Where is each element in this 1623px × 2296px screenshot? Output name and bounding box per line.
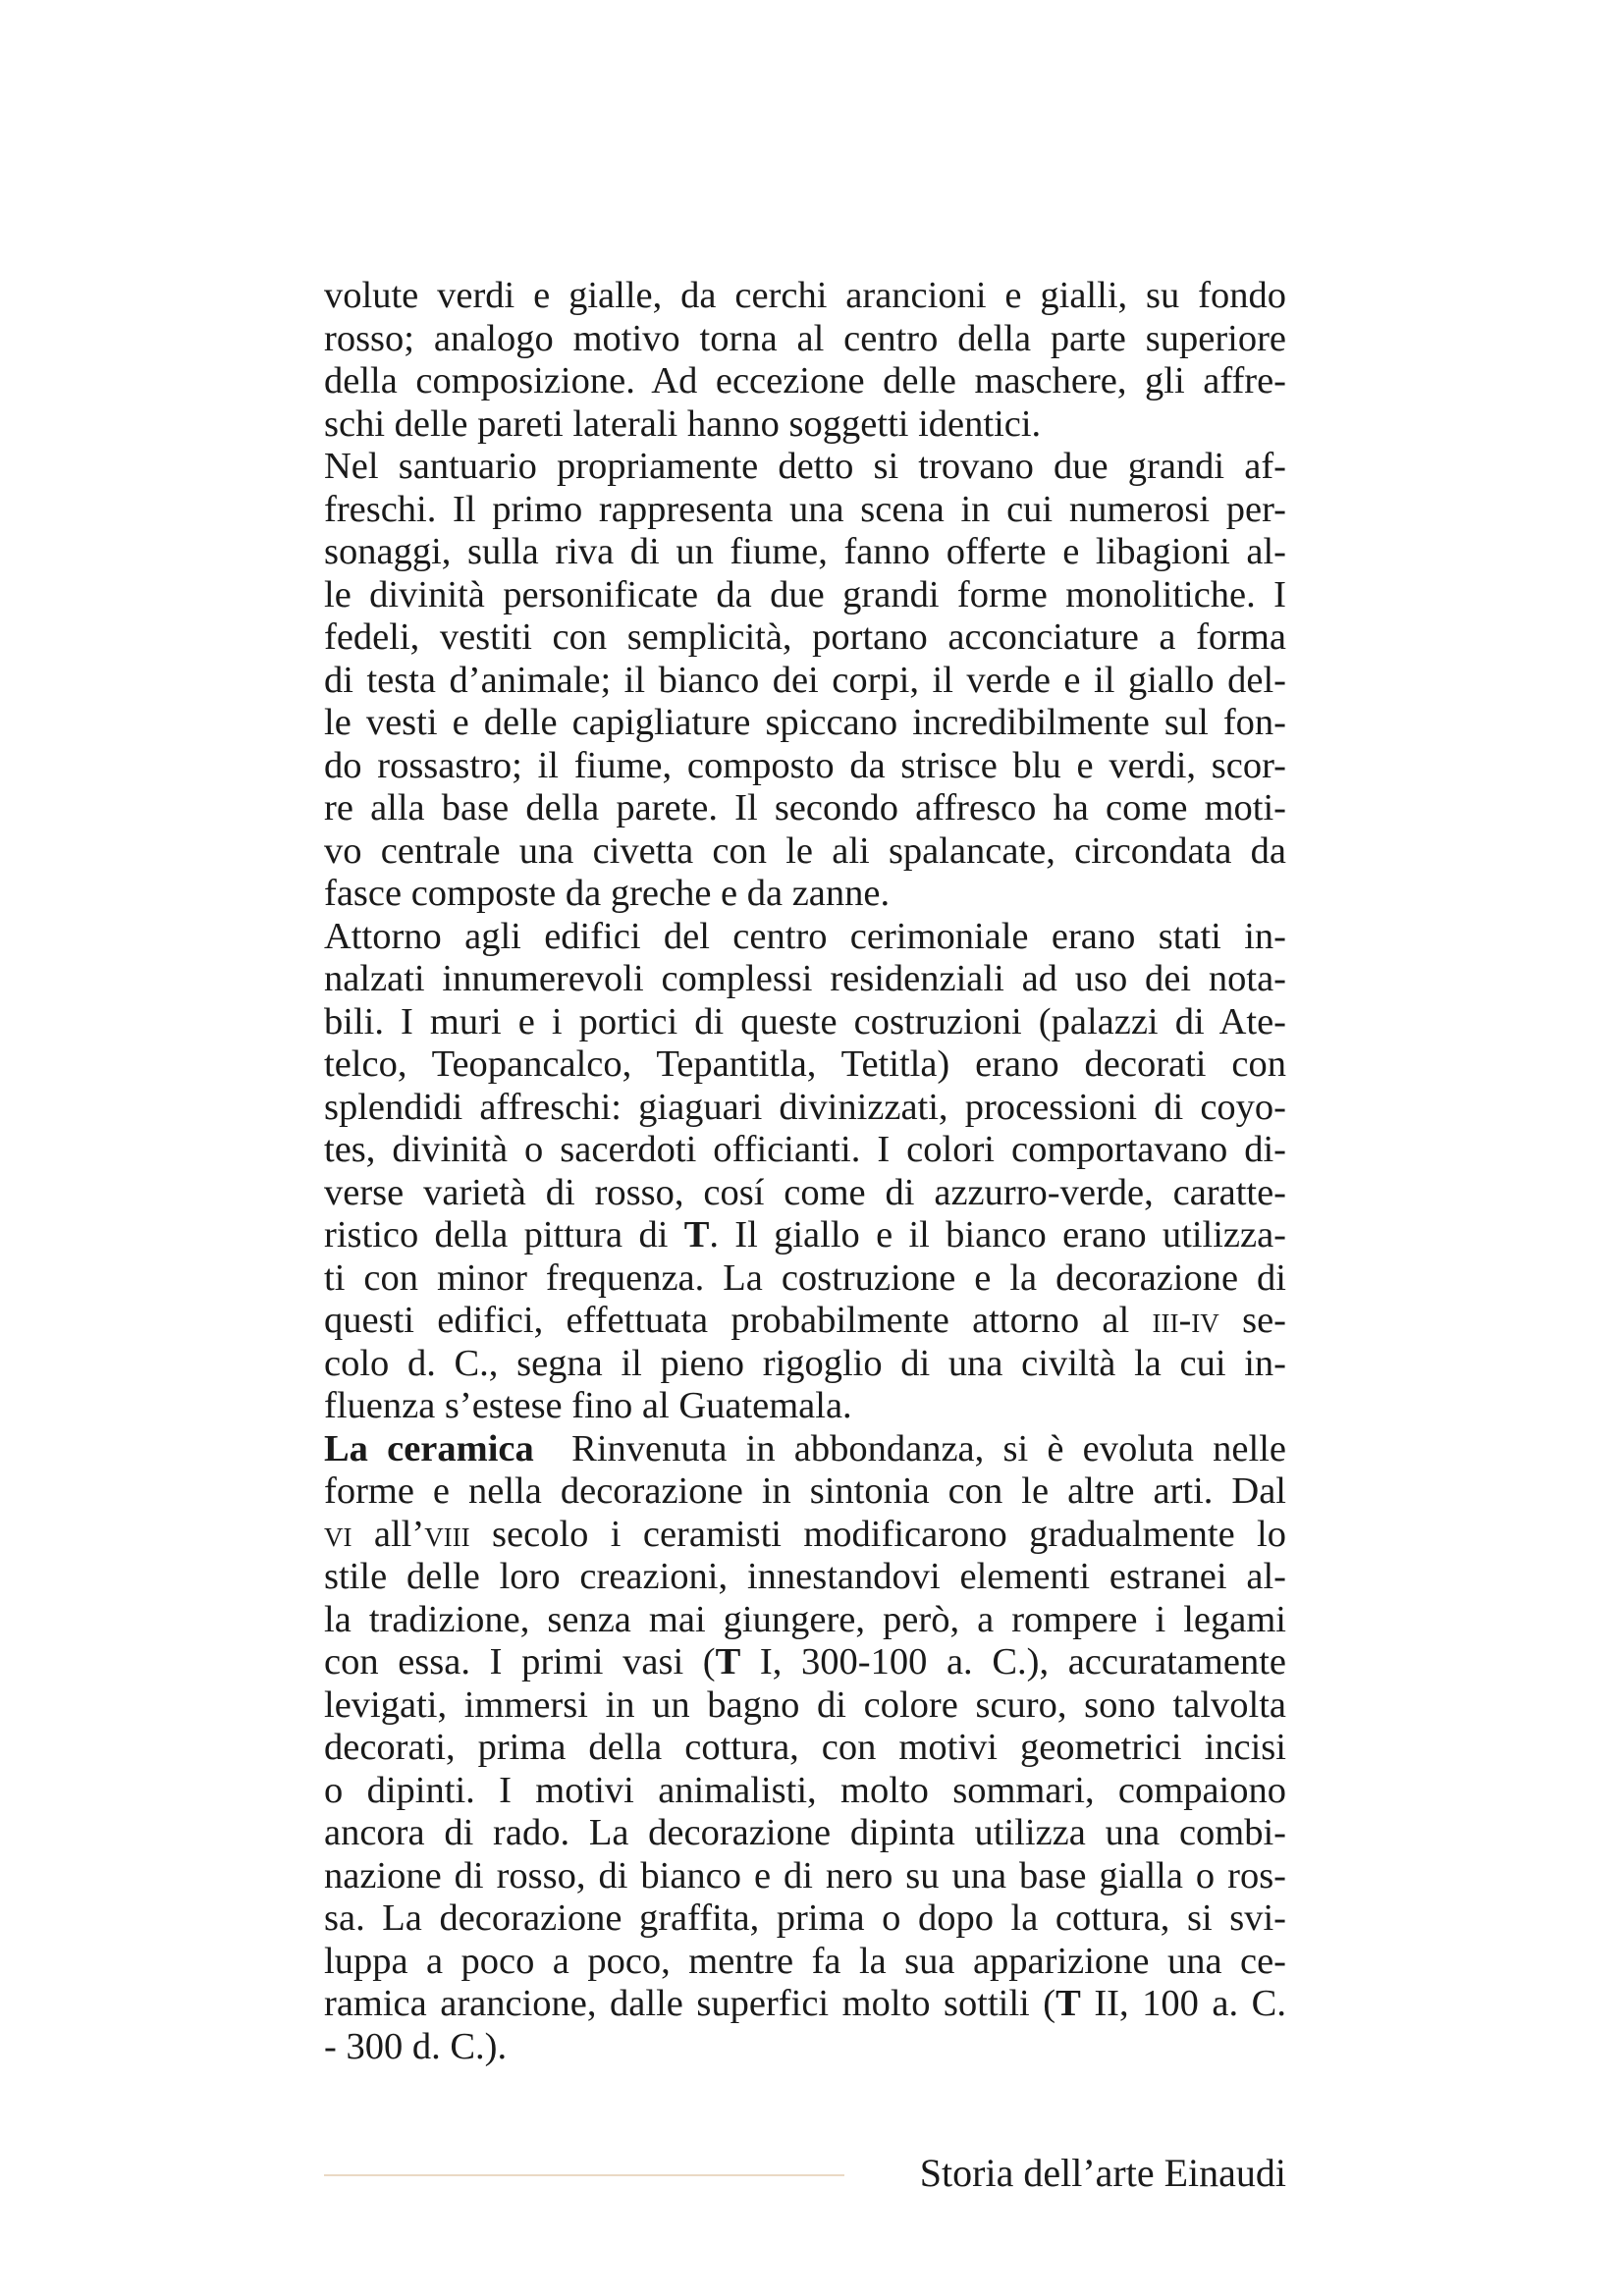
text-line: decorati, prima della cottura, con motivi geometrici incisi [324, 1727, 1286, 1768]
text-line: nalzati innumerevoli complessi residenziali ad uso dei nota- [324, 958, 1286, 999]
text-run: secolo i ceramisti modificarono gradualmente lo [469, 1513, 1286, 1555]
text-line: nazione di rosso, di bianco e di nero su una base gialla o ros- [324, 1854, 1286, 1896]
text-line: bili. I muri e i portici di queste costruzioni (palazzi di Ate- [324, 1000, 1286, 1042]
text-line: ti con minor frequenza. La costruzione e la decorazione di [324, 1256, 1286, 1299]
text-run: ramica arancione, dalle superfici molto sottili ( [324, 1983, 1056, 2024]
text-line: colo d. C., segna il pieno rigoglio di una civiltà la cui in- [324, 1342, 1286, 1384]
text-line: le divinità personificate da due grandi forme monolitiche. I [324, 573, 1286, 615]
bold-abbrev: T [683, 1214, 710, 1255]
text-run: I, 300-100 a. C.), accuratamente [740, 1641, 1286, 1682]
text-line [324, 1641, 1286, 1684]
text-line [324, 1300, 1286, 1343]
text-line: fluenza s’estese fino al Guatemala. [324, 1385, 852, 1426]
footer-title: Storia dell’arte Einaudi [919, 2151, 1286, 2195]
text-line: schi delle pareti laterali hanno soggetti identici. [324, 402, 1042, 445]
text-run: Rinvenuta in abbondanza, si è evoluta nelle [533, 1427, 1286, 1469]
text-line: do rossastro; il fiume, composto da strisce blu e verdi, scor- [324, 744, 1286, 786]
footer-rule [324, 2174, 844, 2176]
bold-abbrev: T [1055, 1983, 1081, 2024]
bold-abbrev: T [715, 1641, 741, 1682]
text-line: stile delle loro creazioni, innestandovi elementi estranei al- [324, 1556, 1286, 1597]
text-line: le vesti e delle capigliature spiccano incredibilmente sul fon- [324, 702, 1286, 743]
text-line: della composizione. Ad eccezione delle maschere, gli affre- [324, 360, 1286, 401]
text-line: re alla base della parete. Il secondo affresco ha come moti- [324, 787, 1286, 828]
text-line [324, 1514, 1286, 1557]
text-line: sonaggi, sulla riva di un fiume, fanno offerte e libagioni al- [324, 531, 1286, 572]
text-line [324, 1214, 1286, 1257]
text-run: questi edifici, effettuata probabilmente attorno al [324, 1300, 1153, 1341]
text-line: fedeli, vestiti con semplicità, portano acconciature a forma [324, 616, 1286, 658]
small-caps-numeral: viii [424, 1513, 470, 1555]
text-line [324, 1983, 1286, 2026]
text-line: verse varietà di rosso, cosí come di azzurro-verde, caratte- [324, 1171, 1286, 1213]
text-line: fasce composte da greche e da zanne. [324, 873, 891, 914]
text-line: - 300 d. C.). [324, 2025, 508, 2067]
text-line: o dipinti. I motivi animalisti, molto sommari, compaiono [324, 1769, 1286, 1811]
text-line [324, 1428, 1286, 1471]
text-run: II, 100 a. C. [1080, 1983, 1286, 2024]
text-line: la tradizione, senza mai giungere, però, a rompere i legami [324, 1598, 1286, 1640]
small-caps-numeral: iii-iv [1152, 1300, 1219, 1341]
text-line: splendidi affreschi: giaguari divinizzati, processioni di coyo- [324, 1086, 1286, 1128]
text-run: con essa. I primi vasi ( [324, 1641, 716, 1682]
text-run: ristico della pittura di [324, 1214, 684, 1255]
text-line: freschi. Il primo rappresenta una scena in cui numerosi per- [324, 488, 1286, 530]
text-line: volute verdi e gialle, da cerchi arancioni e gialli, su fondo [324, 275, 1286, 316]
text-line: vo centrale una civetta con le ali spalancate, circondata da [324, 829, 1286, 872]
text-run: all’ [352, 1513, 425, 1555]
text-line: levigati, immersi in un bagno di colore scuro, sono talvolta [324, 1683, 1286, 1726]
text-line: ancora di rado. La decorazione dipinta utilizza una combi- [324, 1812, 1286, 1853]
text-line: telco, Teopancalco, Tepantitla, Tetitla) erano decorati con [324, 1043, 1286, 1085]
text-line: luppa a poco a poco, mentre fa la sua apparizione una ce- [324, 1940, 1286, 1982]
text-line: rosso; analogo motivo torna al centro della parte superiore [324, 317, 1286, 359]
text-line: di testa d’animale; il bianco dei corpi, il verde e il giallo del- [324, 659, 1286, 701]
text-line: Attorno agli edifici del centro cerimoniale erano stati in- [324, 915, 1286, 957]
text-line: tes, divinità o sacerdoti officianti. I colori comportavano di- [324, 1129, 1286, 1170]
text-run: se- [1218, 1300, 1286, 1341]
section-heading: La ceramica [324, 1427, 534, 1469]
text-line: sa. La decorazione graffita, prima o dopo la cottura, si svi- [324, 1897, 1286, 1939]
small-caps-numeral: vi [324, 1513, 352, 1555]
body-text [324, 275, 1286, 2068]
text-line: forme e nella decorazione in sintonia con le altre arti. Dal [324, 1470, 1286, 1512]
text-run: . Il giallo e il bianco erano utilizza- [709, 1214, 1286, 1255]
text-line: Nel santuario propriamente detto si trovano due grandi af- [324, 446, 1286, 487]
